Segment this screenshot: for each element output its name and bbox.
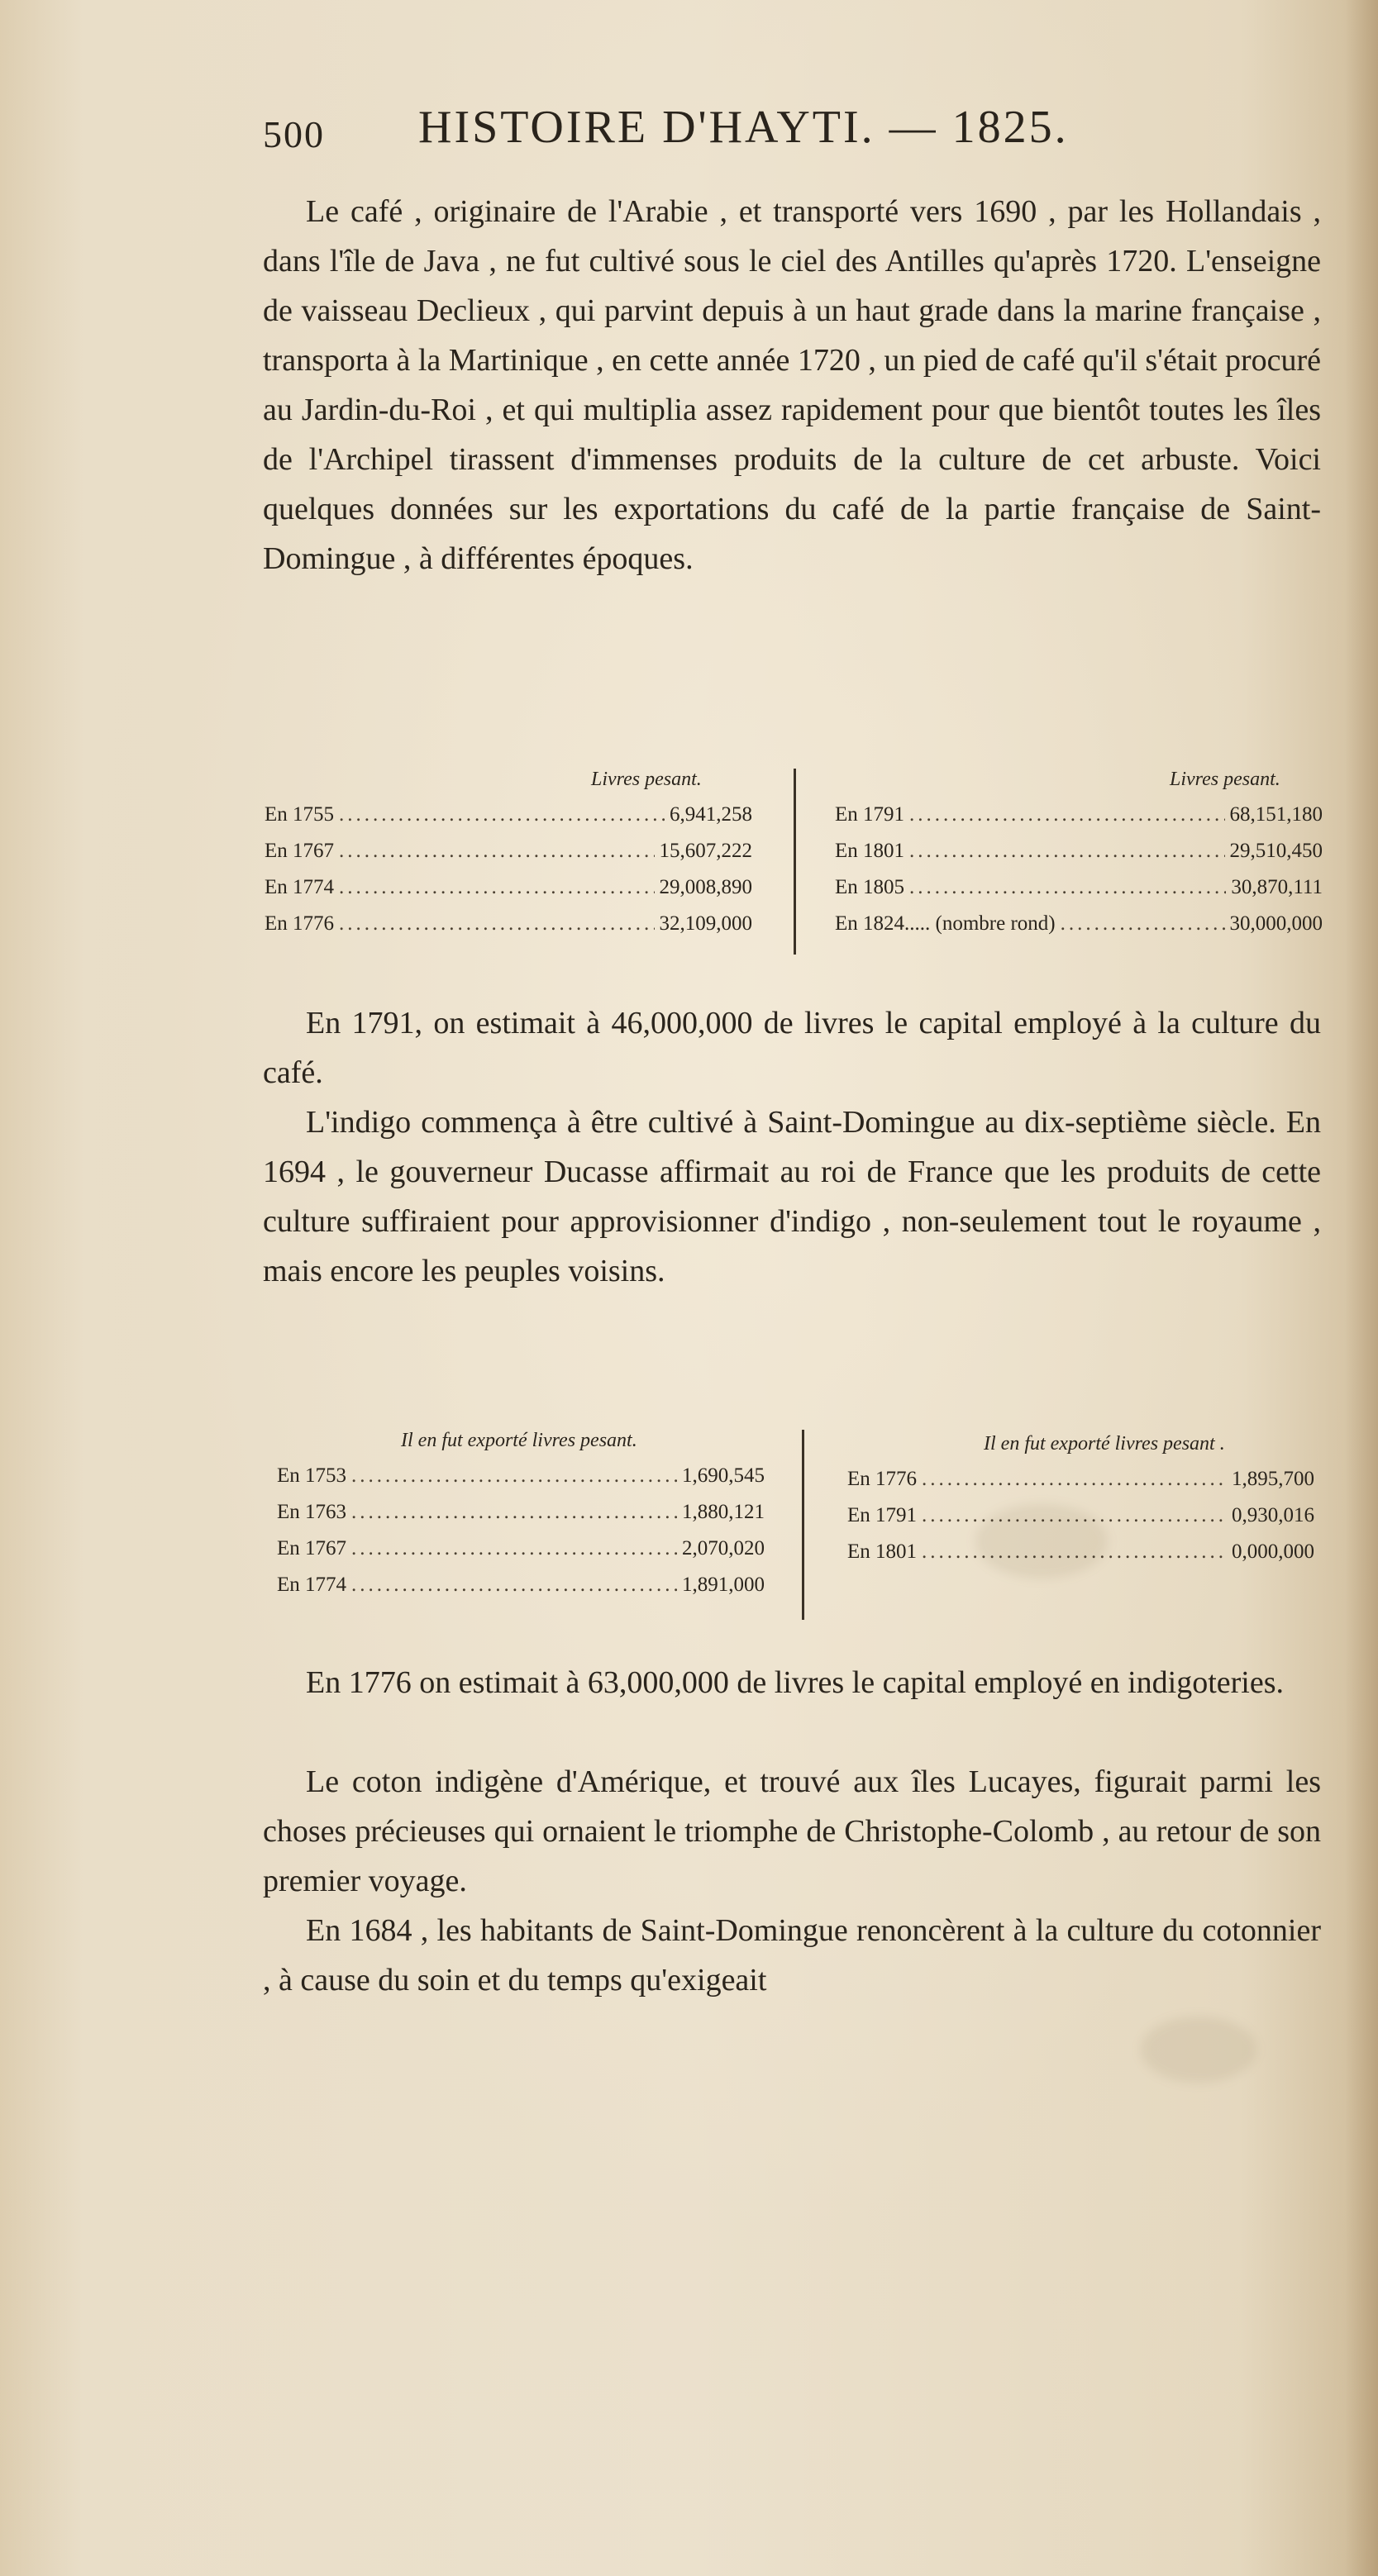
- row-year: En 1776: [265, 912, 335, 935]
- leader-dots: [351, 1537, 677, 1560]
- table-row: [835, 840, 1323, 874]
- row-year: En 1791: [835, 803, 905, 826]
- row-year: En 1753: [277, 1464, 347, 1487]
- row-value: 29,008,890: [659, 876, 752, 898]
- row-value: 30,000,000: [1229, 912, 1323, 935]
- leader-dots: [351, 1501, 677, 1524]
- table-row: [277, 1464, 765, 1499]
- row-value: 1,880,121: [682, 1501, 765, 1523]
- row-year: En 1774: [265, 876, 335, 898]
- leader-dots: [339, 840, 654, 863]
- table-row: [277, 1574, 765, 1608]
- table-divider: [802, 1430, 804, 1620]
- row-value: 32,109,000: [659, 912, 752, 935]
- row-year: En 1763: [277, 1501, 347, 1523]
- coffee-export-table: [265, 769, 1323, 959]
- indigo-left-header: Il en fut exporté livres pesant.: [401, 1430, 637, 1451]
- row-value: 1,895,700: [1232, 1468, 1314, 1490]
- page-edge-shadow: [1345, 0, 1378, 2576]
- paragraph-indigo-capital: En 1776 on estimait à 63,000,000 de livres le capital employé en indigoteries.: [306, 1665, 1284, 1700]
- row-year: En 1767: [277, 1537, 347, 1559]
- indigo-right-header: Il en fut exporté livres pesant .: [984, 1433, 1225, 1455]
- indigo-table-right: [847, 1430, 1318, 1620]
- row-value: 0,930,016: [1232, 1504, 1314, 1526]
- table-row: [277, 1501, 765, 1536]
- row-value: 29,510,450: [1229, 840, 1323, 862]
- row-value: 30,870,111: [1231, 876, 1323, 898]
- coffee-right-header: Livres pesant.: [1170, 769, 1280, 790]
- leader-dots: [351, 1574, 677, 1597]
- leader-dots: [339, 912, 654, 936]
- row-value: 2,070,020: [682, 1537, 765, 1559]
- table-row: [835, 912, 1323, 947]
- row-year: En 1801: [847, 1540, 918, 1563]
- table-divider: [794, 769, 796, 955]
- table-row: [265, 840, 752, 874]
- table-row: [835, 876, 1323, 911]
- indigo-table-left: [277, 1430, 765, 1620]
- table-row: [277, 1537, 765, 1572]
- table-row: [265, 803, 752, 838]
- leader-dots: [909, 876, 1226, 899]
- leader-dots: [339, 803, 665, 826]
- table-row: [835, 803, 1323, 838]
- leader-dots: [351, 1464, 677, 1488]
- row-year: En 1791: [847, 1504, 918, 1526]
- row-year: En 1767: [265, 840, 335, 862]
- running-title: HISTOIRE D'HAYTI. — 1825.: [418, 102, 1069, 153]
- leader-dots: [1061, 912, 1225, 936]
- row-year: En 1824..... (nombre rond): [835, 912, 1056, 935]
- leader-dots: [922, 1540, 1227, 1564]
- table-row: [847, 1504, 1314, 1539]
- paragraph-coffee-history: Le café , originaire de l'Arabie , et transporté vers 1690 , par les Hollandais , dans l'île de Java , ne fut cultivé sous le ciel des Antilles qu'après 1720. L'enseigne de vaisseau Declieux , qui parvint depuis à un haut grade dans la marine française , transporta à la Martinique , en cette année 1720 , un pied de café qu'il s'était procuré au Jardin-du-Roi , et qui multiplia assez rapidement pour que bientôt toutes les îles de l'Archipel tirassent d'immenses produits de la culture de cet arbuste. Voici quelques données sur les exportations du café de la partie française de Saint-Domingue , à différentes époques.: [263, 194, 1321, 576]
- row-year: En 1776: [847, 1468, 918, 1490]
- page-header: [263, 98, 1172, 172]
- paper-stain: [1141, 2017, 1256, 2083]
- coffee-table-right: [835, 769, 1323, 959]
- leader-dots: [909, 840, 1224, 863]
- row-year: En 1774: [277, 1574, 347, 1596]
- row-value: 1,891,000: [682, 1574, 765, 1596]
- coffee-left-header: Livres pesant.: [591, 769, 702, 790]
- paragraph-coffee-capital: En 1791, on estimait à 46,000,000 de livres le capital employé à la culture du café.: [263, 1006, 1321, 1090]
- paragraph-cotton-history: Le coton indigène d'Amérique, et trouvé aux îles Lucayes, figurait parmi les choses précieuses qui ornaient le triomphe de Christophe-Colomb , au retour de son premier voyage.: [263, 1764, 1321, 1898]
- row-year: En 1755: [265, 803, 335, 826]
- table-row: [265, 876, 752, 911]
- row-value: 15,607,222: [659, 840, 752, 862]
- table-row: [847, 1468, 1314, 1502]
- row-value: 6,941,258: [670, 803, 752, 826]
- paragraph-cotton-abandon: En 1684 , les habitants de Saint-Domingue renoncèrent à la culture du cotonnier , à cause du soin et du temps qu'exigeait: [263, 1913, 1321, 1997]
- paragraph-indigo-history: L'indigo commença à être cultivé à Saint-Domingue au dix-septième siècle. En 1694 , le gouverneur Ducasse affirmait au roi de France que les produits de cette culture suffiraient pour approvisionner d'indigo , non-seulement tout le royaume , mais encore les peuples voisins.: [263, 1105, 1321, 1288]
- row-value: 68,151,180: [1229, 803, 1323, 826]
- indigo-export-table: [277, 1430, 1318, 1620]
- table-row: [847, 1540, 1314, 1575]
- row-value: 0,000,000: [1232, 1540, 1314, 1563]
- leader-dots: [339, 876, 654, 899]
- leader-dots: [909, 803, 1224, 826]
- row-year: En 1805: [835, 876, 905, 898]
- leader-dots: [922, 1468, 1227, 1491]
- table-row: [265, 912, 752, 947]
- page-number: 500: [263, 113, 325, 155]
- leader-dots: [922, 1504, 1227, 1527]
- coffee-table-left: [265, 769, 752, 959]
- row-value: 1,690,545: [682, 1464, 765, 1487]
- row-year: En 1801: [835, 840, 905, 862]
